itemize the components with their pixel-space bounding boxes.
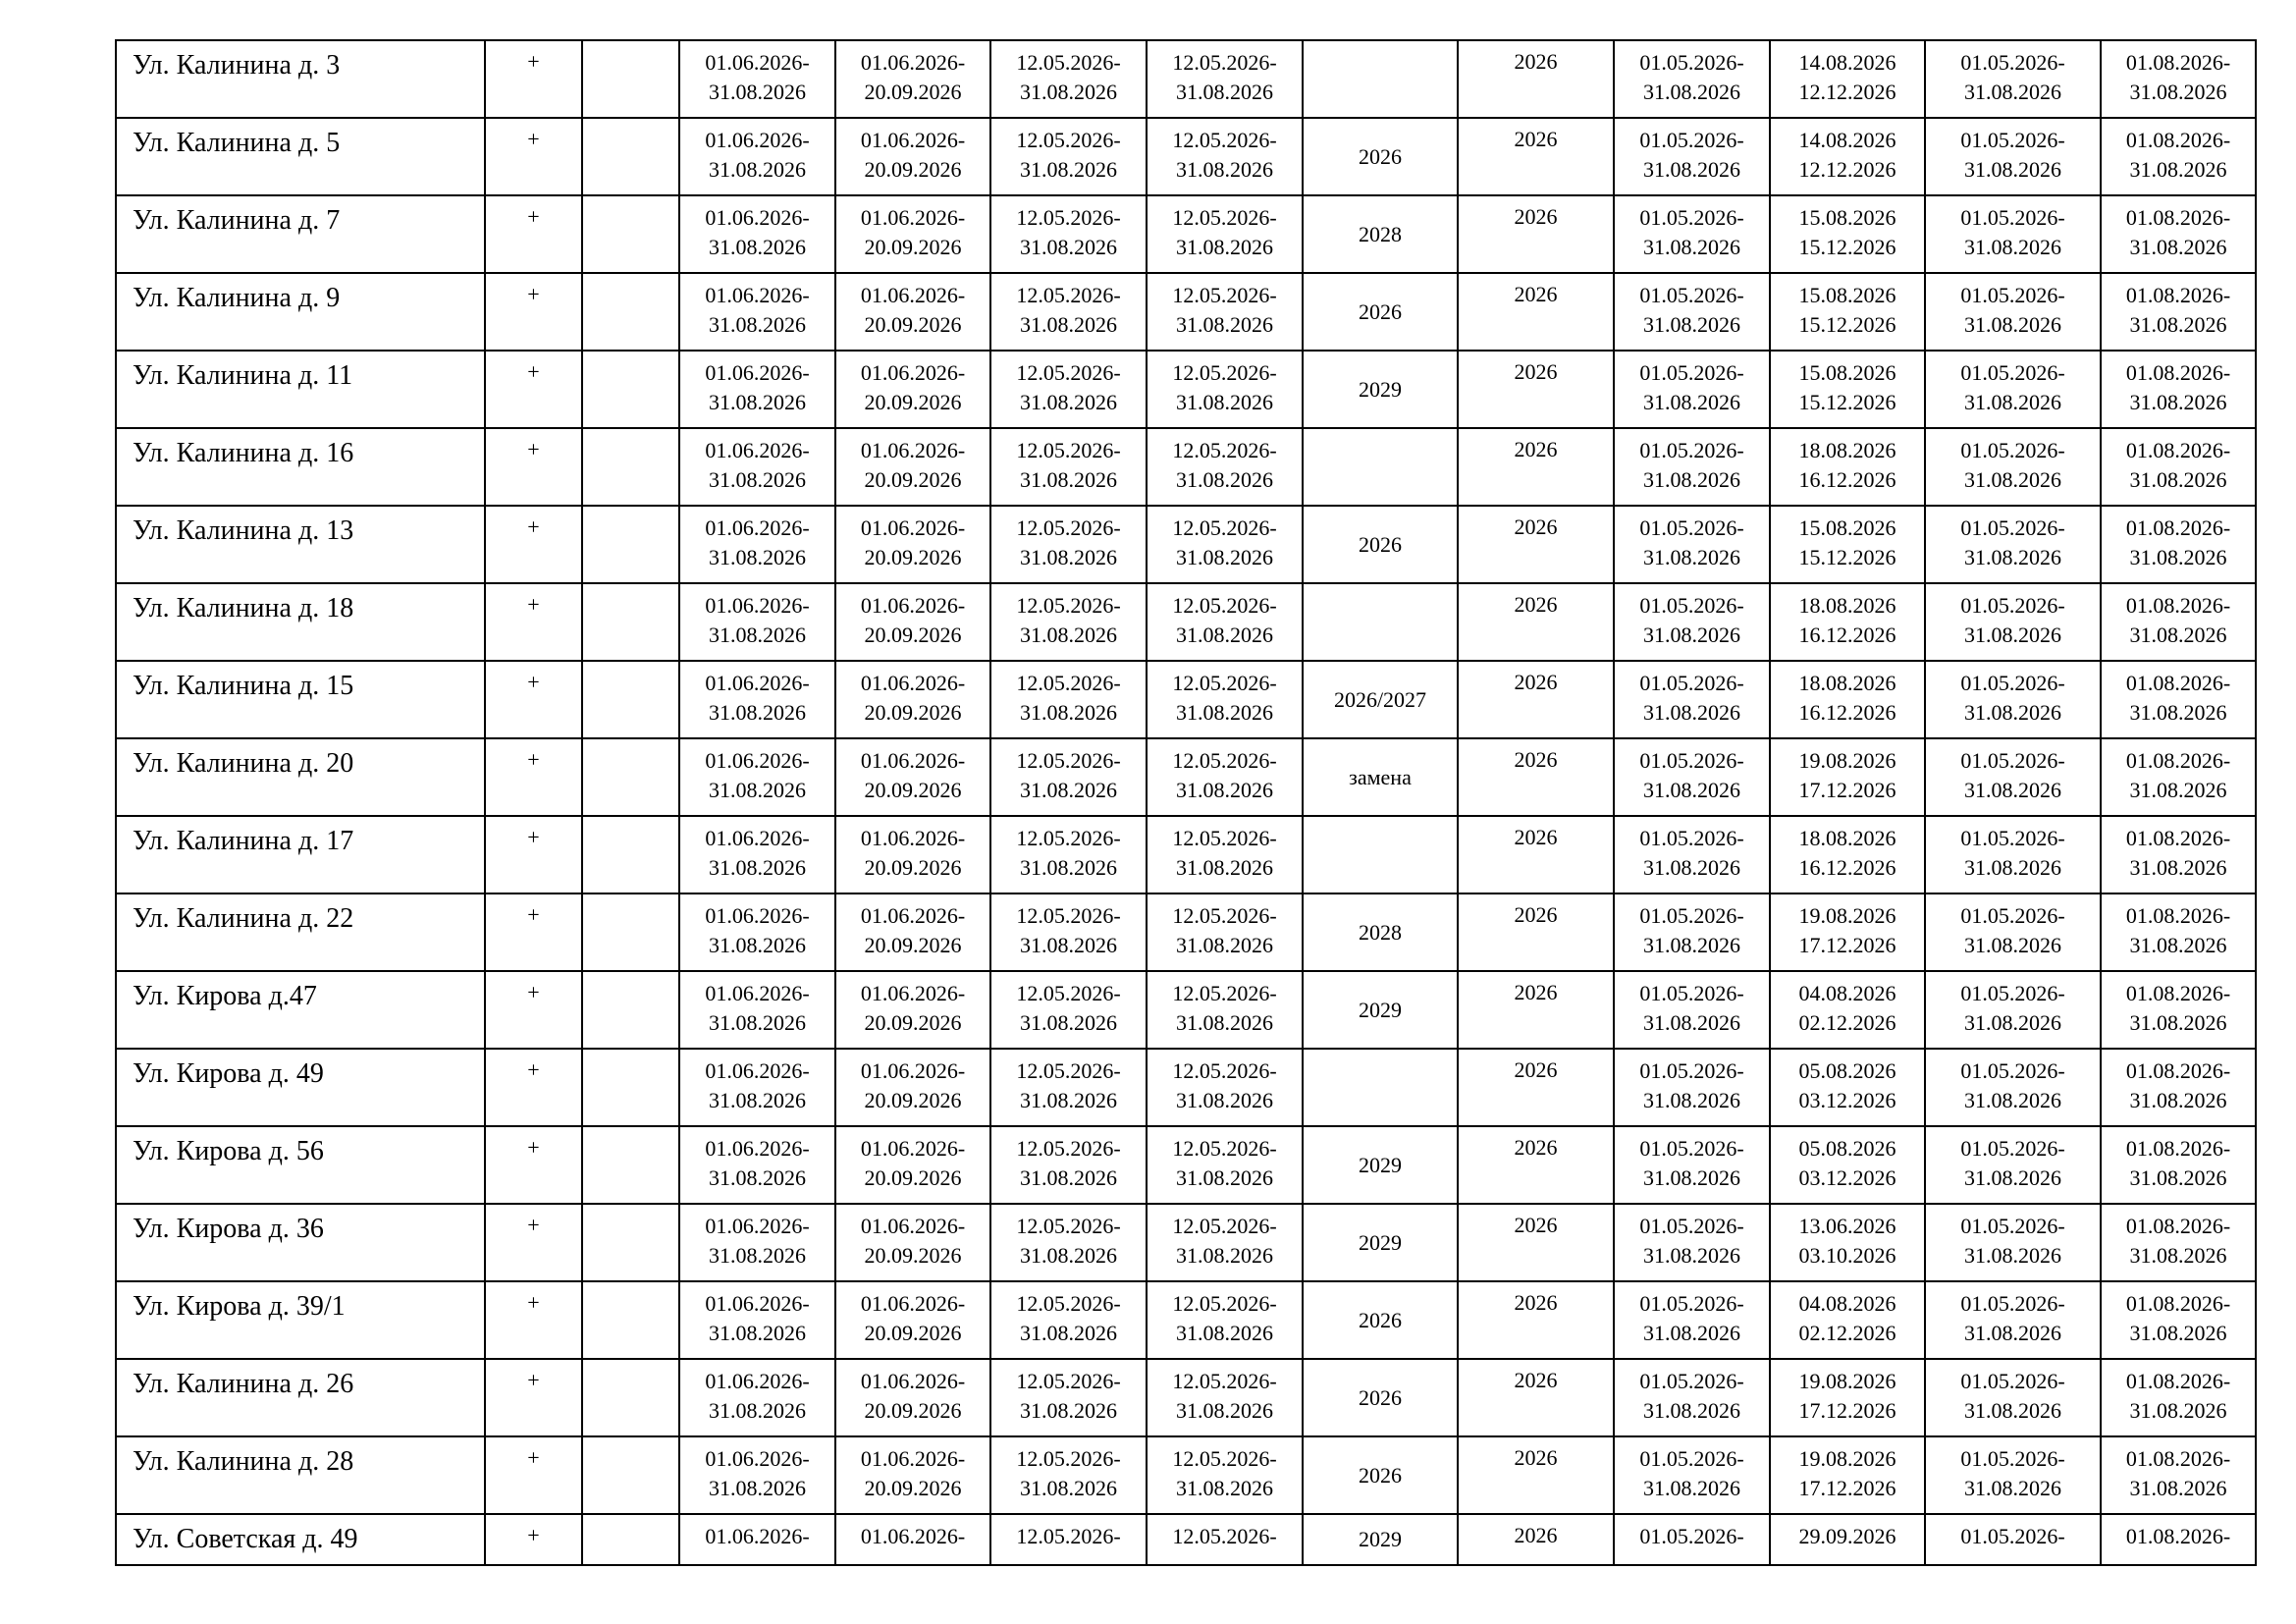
period-cell: 12.05.2026- 31.08.2026 bbox=[990, 971, 1147, 1049]
period-cell: 01.05.2026- 31.08.2026 bbox=[1614, 273, 1770, 351]
repair-year-cell: 2026 bbox=[1303, 506, 1458, 583]
address-cell: Ул. Калинина д. 18 bbox=[116, 583, 485, 661]
empty-cell bbox=[582, 118, 679, 195]
period-cell: 01.06.2026- 31.08.2026 bbox=[679, 1281, 835, 1359]
period-cell: 01.05.2026- bbox=[1925, 1514, 2101, 1565]
period-cell: 12.05.2026- 31.08.2026 bbox=[990, 351, 1147, 428]
period-cell: 01.05.2026- 31.08.2026 bbox=[1925, 1126, 2101, 1204]
period-cell: 01.08.2026- 31.08.2026 bbox=[2101, 1204, 2256, 1281]
period-cell: 01.06.2026- 31.08.2026 bbox=[679, 583, 835, 661]
period-cell: 01.08.2026- 31.08.2026 bbox=[2101, 1436, 2256, 1514]
year-cell: 2026 bbox=[1458, 1049, 1614, 1126]
year-cell: 2026 bbox=[1458, 738, 1614, 816]
mark-cell: + bbox=[485, 1359, 582, 1436]
period-cell: 01.06.2026- 20.09.2026 bbox=[835, 506, 990, 583]
table-row bbox=[116, 816, 2256, 893]
period-cell: 01.05.2026- 31.08.2026 bbox=[1925, 971, 2101, 1049]
period-cell: 01.05.2026- 31.08.2026 bbox=[1925, 506, 2101, 583]
period-cell: 01.08.2026- 31.08.2026 bbox=[2101, 893, 2256, 971]
table-row bbox=[116, 1049, 2256, 1126]
year-cell: 2026 bbox=[1458, 1514, 1614, 1565]
period-cell: 15.08.2026 15.12.2026 bbox=[1770, 273, 1925, 351]
mark-cell: + bbox=[485, 738, 582, 816]
period-cell: 01.06.2026- 20.09.2026 bbox=[835, 40, 990, 118]
repair-year-cell: 2029 bbox=[1303, 351, 1458, 428]
period-cell: 01.05.2026- 31.08.2026 bbox=[1614, 506, 1770, 583]
period-cell: 01.06.2026- bbox=[679, 1514, 835, 1565]
period-cell: 01.06.2026- 20.09.2026 bbox=[835, 351, 990, 428]
empty-cell bbox=[582, 195, 679, 273]
year-cell: 2026 bbox=[1458, 1204, 1614, 1281]
period-cell: 01.06.2026- 31.08.2026 bbox=[679, 738, 835, 816]
period-cell: 01.06.2026- 20.09.2026 bbox=[835, 816, 990, 893]
repair-year-cell: 2029 bbox=[1303, 1126, 1458, 1204]
table-row bbox=[116, 1204, 2256, 1281]
mark-cell: + bbox=[485, 273, 582, 351]
year-cell: 2026 bbox=[1458, 40, 1614, 118]
period-cell: 01.05.2026- 31.08.2026 bbox=[1614, 428, 1770, 506]
period-cell: 01.06.2026- 20.09.2026 bbox=[835, 1204, 990, 1281]
period-cell: 01.05.2026- 31.08.2026 bbox=[1925, 1049, 2101, 1126]
period-cell: 01.05.2026- 31.08.2026 bbox=[1614, 40, 1770, 118]
mark-cell: + bbox=[485, 118, 582, 195]
table-row bbox=[116, 1281, 2256, 1359]
repair-year-cell bbox=[1303, 816, 1458, 893]
table-row bbox=[116, 1126, 2256, 1204]
period-cell: 12.05.2026- 31.08.2026 bbox=[1147, 506, 1303, 583]
period-cell: 12.05.2026- 31.08.2026 bbox=[1147, 738, 1303, 816]
period-cell: 01.08.2026- 31.08.2026 bbox=[2101, 118, 2256, 195]
period-cell: 12.05.2026- 31.08.2026 bbox=[990, 1049, 1147, 1126]
period-cell: 12.05.2026- 31.08.2026 bbox=[1147, 40, 1303, 118]
empty-cell bbox=[582, 738, 679, 816]
address-cell: Ул. Кирова д. 36 bbox=[116, 1204, 485, 1281]
year-cell: 2026 bbox=[1458, 506, 1614, 583]
period-cell: 01.06.2026- 31.08.2026 bbox=[679, 40, 835, 118]
mark-cell: + bbox=[485, 1126, 582, 1204]
period-cell: 01.05.2026- 31.08.2026 bbox=[1614, 1204, 1770, 1281]
empty-cell bbox=[582, 1126, 679, 1204]
address-cell: Ул. Калинина д. 20 bbox=[116, 738, 485, 816]
address-cell: Ул. Калинина д. 28 bbox=[116, 1436, 485, 1514]
period-cell: 01.05.2026- 31.08.2026 bbox=[1614, 971, 1770, 1049]
period-cell: 14.08.2026 12.12.2026 bbox=[1770, 118, 1925, 195]
period-cell: 01.05.2026- 31.08.2026 bbox=[1614, 661, 1770, 738]
repair-year-cell: 2029 bbox=[1303, 971, 1458, 1049]
period-cell: 19.08.2026 17.12.2026 bbox=[1770, 1436, 1925, 1514]
period-cell: 19.08.2026 17.12.2026 bbox=[1770, 893, 1925, 971]
year-cell: 2026 bbox=[1458, 583, 1614, 661]
period-cell: 01.08.2026- 31.08.2026 bbox=[2101, 1126, 2256, 1204]
period-cell: 12.05.2026- 31.08.2026 bbox=[990, 195, 1147, 273]
period-cell: 12.05.2026- 31.08.2026 bbox=[990, 1281, 1147, 1359]
period-cell: 01.06.2026- 31.08.2026 bbox=[679, 661, 835, 738]
address-cell: Ул. Калинина д. 17 bbox=[116, 816, 485, 893]
period-cell: 01.05.2026- 31.08.2026 bbox=[1925, 1281, 2101, 1359]
mark-cell: + bbox=[485, 583, 582, 661]
period-cell: 05.08.2026 03.12.2026 bbox=[1770, 1126, 1925, 1204]
period-cell: 01.05.2026- 31.08.2026 bbox=[1925, 40, 2101, 118]
period-cell: 15.08.2026 15.12.2026 bbox=[1770, 351, 1925, 428]
repair-year-cell: 2026/2027 bbox=[1303, 661, 1458, 738]
empty-cell bbox=[582, 816, 679, 893]
period-cell: 12.05.2026- 31.08.2026 bbox=[1147, 273, 1303, 351]
period-cell: 01.05.2026- 31.08.2026 bbox=[1614, 583, 1770, 661]
table-row bbox=[116, 351, 2256, 428]
period-cell: 12.05.2026- 31.08.2026 bbox=[990, 40, 1147, 118]
repair-year-cell: 2026 bbox=[1303, 118, 1458, 195]
year-cell: 2026 bbox=[1458, 1126, 1614, 1204]
period-cell: 12.05.2026- 31.08.2026 bbox=[990, 1359, 1147, 1436]
period-cell: 12.05.2026- 31.08.2026 bbox=[1147, 351, 1303, 428]
address-cell: Ул. Кирова д. 39/1 bbox=[116, 1281, 485, 1359]
period-cell: 01.08.2026- bbox=[2101, 1514, 2256, 1565]
address-cell: Ул. Кирова д. 49 bbox=[116, 1049, 485, 1126]
period-cell: 01.05.2026- 31.08.2026 bbox=[1925, 428, 2101, 506]
period-cell: 01.06.2026- 31.08.2026 bbox=[679, 1359, 835, 1436]
period-cell: 04.08.2026 02.12.2026 bbox=[1770, 1281, 1925, 1359]
period-cell: 01.06.2026- 20.09.2026 bbox=[835, 195, 990, 273]
address-cell: Ул. Калинина д. 22 bbox=[116, 893, 485, 971]
period-cell: 01.06.2026- bbox=[835, 1514, 990, 1565]
year-cell: 2026 bbox=[1458, 971, 1614, 1049]
period-cell: 01.08.2026- 31.08.2026 bbox=[2101, 661, 2256, 738]
repair-year-cell bbox=[1303, 583, 1458, 661]
table-row bbox=[116, 428, 2256, 506]
period-cell: 12.05.2026- 31.08.2026 bbox=[1147, 1049, 1303, 1126]
period-cell: 29.09.2026 bbox=[1770, 1514, 1925, 1565]
empty-cell bbox=[582, 273, 679, 351]
period-cell: 01.08.2026- 31.08.2026 bbox=[2101, 1359, 2256, 1436]
table-row bbox=[116, 1359, 2256, 1436]
period-cell: 12.05.2026- 31.08.2026 bbox=[1147, 1359, 1303, 1436]
period-cell: 01.05.2026- 31.08.2026 bbox=[1925, 1436, 2101, 1514]
period-cell: 01.05.2026- 31.08.2026 bbox=[1614, 738, 1770, 816]
period-cell: 01.06.2026- 20.09.2026 bbox=[835, 1126, 990, 1204]
year-cell: 2026 bbox=[1458, 118, 1614, 195]
period-cell: 18.08.2026 16.12.2026 bbox=[1770, 816, 1925, 893]
repair-year-cell: 2029 bbox=[1303, 1514, 1458, 1565]
empty-cell bbox=[582, 40, 679, 118]
address-cell: Ул. Калинина д. 7 bbox=[116, 195, 485, 273]
period-cell: 01.05.2026- 31.08.2026 bbox=[1614, 195, 1770, 273]
mark-cell: + bbox=[485, 428, 582, 506]
address-cell: Ул. Калинина д. 3 bbox=[116, 40, 485, 118]
period-cell: 01.08.2026- 31.08.2026 bbox=[2101, 816, 2256, 893]
empty-cell bbox=[582, 1281, 679, 1359]
period-cell: 01.05.2026- 31.08.2026 bbox=[1614, 118, 1770, 195]
address-cell: Ул. Калинина д. 16 bbox=[116, 428, 485, 506]
mark-cell: + bbox=[485, 506, 582, 583]
mark-cell: + bbox=[485, 661, 582, 738]
table-row bbox=[116, 971, 2256, 1049]
period-cell: 12.05.2026- 31.08.2026 bbox=[990, 273, 1147, 351]
mark-cell: + bbox=[485, 816, 582, 893]
address-cell: Ул. Калинина д. 9 bbox=[116, 273, 485, 351]
empty-cell bbox=[582, 428, 679, 506]
mark-cell: + bbox=[485, 1281, 582, 1359]
period-cell: 12.05.2026- 31.08.2026 bbox=[990, 738, 1147, 816]
period-cell: 01.06.2026- 20.09.2026 bbox=[835, 893, 990, 971]
period-cell: 01.06.2026- 20.09.2026 bbox=[835, 273, 990, 351]
period-cell: 01.05.2026- 31.08.2026 bbox=[1925, 661, 2101, 738]
repair-year-cell: 2026 bbox=[1303, 273, 1458, 351]
period-cell: 12.05.2026- 31.08.2026 bbox=[990, 1436, 1147, 1514]
repair-year-cell bbox=[1303, 40, 1458, 118]
period-cell: 01.05.2026- 31.08.2026 bbox=[1614, 893, 1770, 971]
period-cell: 12.05.2026- 31.08.2026 bbox=[1147, 893, 1303, 971]
period-cell: 01.08.2026- 31.08.2026 bbox=[2101, 1049, 2256, 1126]
period-cell: 12.05.2026- 31.08.2026 bbox=[1147, 971, 1303, 1049]
table-row bbox=[116, 195, 2256, 273]
period-cell: 18.08.2026 16.12.2026 bbox=[1770, 661, 1925, 738]
address-cell: Ул. Советская д. 49 bbox=[116, 1514, 485, 1565]
period-cell: 01.06.2026- 31.08.2026 bbox=[679, 273, 835, 351]
period-cell: 01.05.2026- 31.08.2026 bbox=[1614, 1281, 1770, 1359]
period-cell: 15.08.2026 15.12.2026 bbox=[1770, 195, 1925, 273]
period-cell: 01.05.2026- 31.08.2026 bbox=[1925, 738, 2101, 816]
mark-cell: + bbox=[485, 351, 582, 428]
period-cell: 01.08.2026- 31.08.2026 bbox=[2101, 506, 2256, 583]
period-cell: 01.05.2026- 31.08.2026 bbox=[1925, 351, 2101, 428]
mark-cell: + bbox=[485, 971, 582, 1049]
year-cell: 2026 bbox=[1458, 273, 1614, 351]
period-cell: 12.05.2026- 31.08.2026 bbox=[1147, 661, 1303, 738]
period-cell: 12.05.2026- 31.08.2026 bbox=[990, 661, 1147, 738]
empty-cell bbox=[582, 1204, 679, 1281]
period-cell: 01.06.2026- 20.09.2026 bbox=[835, 118, 990, 195]
year-cell: 2026 bbox=[1458, 816, 1614, 893]
period-cell: 01.05.2026- 31.08.2026 bbox=[1614, 816, 1770, 893]
mark-cell: + bbox=[485, 1049, 582, 1126]
table-body bbox=[116, 40, 2256, 1565]
repair-year-cell: 2028 bbox=[1303, 893, 1458, 971]
table-row bbox=[116, 738, 2256, 816]
period-cell: 12.05.2026- 31.08.2026 bbox=[1147, 1126, 1303, 1204]
period-cell: 01.05.2026- 31.08.2026 bbox=[1614, 1359, 1770, 1436]
period-cell: 01.08.2026- 31.08.2026 bbox=[2101, 738, 2256, 816]
period-cell: 18.08.2026 16.12.2026 bbox=[1770, 428, 1925, 506]
period-cell: 01.08.2026- 31.08.2026 bbox=[2101, 351, 2256, 428]
address-cell: Ул. Калинина д. 13 bbox=[116, 506, 485, 583]
schedule-table bbox=[115, 39, 2257, 1566]
address-cell: Ул. Кирова д.47 bbox=[116, 971, 485, 1049]
period-cell: 01.05.2026- 31.08.2026 bbox=[1925, 1359, 2101, 1436]
period-cell: 12.05.2026- 31.08.2026 bbox=[990, 118, 1147, 195]
mark-cell: + bbox=[485, 1436, 582, 1514]
period-cell: 01.05.2026- 31.08.2026 bbox=[1925, 273, 2101, 351]
table-row bbox=[116, 1514, 2256, 1565]
empty-cell bbox=[582, 506, 679, 583]
year-cell: 2026 bbox=[1458, 351, 1614, 428]
mark-cell: + bbox=[485, 1514, 582, 1565]
address-cell: Ул. Калинина д. 26 bbox=[116, 1359, 485, 1436]
mark-cell: + bbox=[485, 195, 582, 273]
repair-year-cell: замена bbox=[1303, 738, 1458, 816]
period-cell: 14.08.2026 12.12.2026 bbox=[1770, 40, 1925, 118]
empty-cell bbox=[582, 1359, 679, 1436]
period-cell: 01.08.2026- 31.08.2026 bbox=[2101, 428, 2256, 506]
mark-cell: + bbox=[485, 893, 582, 971]
table-row bbox=[116, 583, 2256, 661]
period-cell: 01.06.2026- 31.08.2026 bbox=[679, 816, 835, 893]
table-row bbox=[116, 506, 2256, 583]
period-cell: 01.05.2026- 31.08.2026 bbox=[1614, 1436, 1770, 1514]
period-cell: 12.05.2026- 31.08.2026 bbox=[1147, 118, 1303, 195]
period-cell: 12.05.2026- 31.08.2026 bbox=[990, 583, 1147, 661]
period-cell: 01.05.2026- bbox=[1614, 1514, 1770, 1565]
period-cell: 01.08.2026- 31.08.2026 bbox=[2101, 971, 2256, 1049]
period-cell: 01.06.2026- 20.09.2026 bbox=[835, 1281, 990, 1359]
period-cell: 12.05.2026- 31.08.2026 bbox=[990, 1204, 1147, 1281]
table-row bbox=[116, 661, 2256, 738]
period-cell: 15.08.2026 15.12.2026 bbox=[1770, 506, 1925, 583]
period-cell: 01.05.2026- 31.08.2026 bbox=[1925, 1204, 2101, 1281]
period-cell: 12.05.2026- bbox=[1147, 1514, 1303, 1565]
period-cell: 01.05.2026- 31.08.2026 bbox=[1925, 195, 2101, 273]
period-cell: 12.05.2026- 31.08.2026 bbox=[1147, 1436, 1303, 1514]
period-cell: 01.08.2026- 31.08.2026 bbox=[2101, 583, 2256, 661]
repair-year-cell: 2026 bbox=[1303, 1281, 1458, 1359]
repair-year-cell: 2026 bbox=[1303, 1359, 1458, 1436]
table-row bbox=[116, 1436, 2256, 1514]
period-cell: 04.08.2026 02.12.2026 bbox=[1770, 971, 1925, 1049]
address-cell: Ул. Калинина д. 5 bbox=[116, 118, 485, 195]
period-cell: 01.06.2026- 31.08.2026 bbox=[679, 1049, 835, 1126]
year-cell: 2026 bbox=[1458, 195, 1614, 273]
empty-cell bbox=[582, 1049, 679, 1126]
period-cell: 12.05.2026- 31.08.2026 bbox=[990, 816, 1147, 893]
period-cell: 01.05.2026- 31.08.2026 bbox=[1614, 351, 1770, 428]
period-cell: 01.06.2026- 31.08.2026 bbox=[679, 506, 835, 583]
period-cell: 01.06.2026- 20.09.2026 bbox=[835, 661, 990, 738]
period-cell: 01.06.2026- 31.08.2026 bbox=[679, 1436, 835, 1514]
period-cell: 01.06.2026- 31.08.2026 bbox=[679, 351, 835, 428]
period-cell: 12.05.2026- 31.08.2026 bbox=[990, 428, 1147, 506]
period-cell: 12.05.2026- bbox=[990, 1514, 1147, 1565]
period-cell: 19.08.2026 17.12.2026 bbox=[1770, 738, 1925, 816]
period-cell: 05.08.2026 03.12.2026 bbox=[1770, 1049, 1925, 1126]
year-cell: 2026 bbox=[1458, 1436, 1614, 1514]
period-cell: 01.06.2026- 20.09.2026 bbox=[835, 971, 990, 1049]
year-cell: 2026 bbox=[1458, 1281, 1614, 1359]
address-cell: Ул. Калинина д. 11 bbox=[116, 351, 485, 428]
period-cell: 01.06.2026- 31.08.2026 bbox=[679, 118, 835, 195]
period-cell: 12.05.2026- 31.08.2026 bbox=[1147, 1281, 1303, 1359]
period-cell: 01.06.2026- 20.09.2026 bbox=[835, 583, 990, 661]
period-cell: 12.05.2026- 31.08.2026 bbox=[1147, 1204, 1303, 1281]
table-row bbox=[116, 273, 2256, 351]
period-cell: 01.08.2026- 31.08.2026 bbox=[2101, 273, 2256, 351]
period-cell: 01.06.2026- 31.08.2026 bbox=[679, 428, 835, 506]
repair-year-cell: 2026 bbox=[1303, 1436, 1458, 1514]
address-cell: Ул. Кирова д. 56 bbox=[116, 1126, 485, 1204]
period-cell: 01.06.2026- 20.09.2026 bbox=[835, 1436, 990, 1514]
year-cell: 2026 bbox=[1458, 893, 1614, 971]
empty-cell bbox=[582, 583, 679, 661]
period-cell: 12.05.2026- 31.08.2026 bbox=[1147, 583, 1303, 661]
period-cell: 01.06.2026- 31.08.2026 bbox=[679, 971, 835, 1049]
period-cell: 18.08.2026 16.12.2026 bbox=[1770, 583, 1925, 661]
table-row bbox=[116, 118, 2256, 195]
period-cell: 01.06.2026- 20.09.2026 bbox=[835, 1049, 990, 1126]
period-cell: 12.05.2026- 31.08.2026 bbox=[990, 1126, 1147, 1204]
table-row bbox=[116, 893, 2256, 971]
empty-cell bbox=[582, 971, 679, 1049]
period-cell: 01.05.2026- 31.08.2026 bbox=[1925, 118, 2101, 195]
period-cell: 01.05.2026- 31.08.2026 bbox=[1925, 583, 2101, 661]
empty-cell bbox=[582, 893, 679, 971]
period-cell: 01.06.2026- 31.08.2026 bbox=[679, 1204, 835, 1281]
table-row bbox=[116, 40, 2256, 118]
period-cell: 01.06.2026- 31.08.2026 bbox=[679, 1126, 835, 1204]
repair-year-cell bbox=[1303, 1049, 1458, 1126]
address-cell: Ул. Калинина д. 15 bbox=[116, 661, 485, 738]
period-cell: 01.06.2026- 20.09.2026 bbox=[835, 428, 990, 506]
mark-cell: + bbox=[485, 1204, 582, 1281]
period-cell: 01.05.2026- 31.08.2026 bbox=[1614, 1049, 1770, 1126]
period-cell: 01.06.2026- 20.09.2026 bbox=[835, 1359, 990, 1436]
empty-cell bbox=[582, 661, 679, 738]
period-cell: 12.05.2026- 31.08.2026 bbox=[990, 506, 1147, 583]
empty-cell bbox=[582, 1514, 679, 1565]
empty-cell bbox=[582, 351, 679, 428]
repair-year-cell: 2029 bbox=[1303, 1204, 1458, 1281]
period-cell: 12.05.2026- 31.08.2026 bbox=[990, 893, 1147, 971]
period-cell: 01.05.2026- 31.08.2026 bbox=[1925, 816, 2101, 893]
period-cell: 13.06.2026 03.10.2026 bbox=[1770, 1204, 1925, 1281]
mark-cell: + bbox=[485, 40, 582, 118]
period-cell: 01.05.2026- 31.08.2026 bbox=[1614, 1126, 1770, 1204]
period-cell: 12.05.2026- 31.08.2026 bbox=[1147, 428, 1303, 506]
period-cell: 01.05.2026- 31.08.2026 bbox=[1925, 893, 2101, 971]
period-cell: 01.06.2026- 31.08.2026 bbox=[679, 195, 835, 273]
year-cell: 2026 bbox=[1458, 1359, 1614, 1436]
period-cell: 01.08.2026- 31.08.2026 bbox=[2101, 1281, 2256, 1359]
period-cell: 01.06.2026- 31.08.2026 bbox=[679, 893, 835, 971]
period-cell: 01.08.2026- 31.08.2026 bbox=[2101, 195, 2256, 273]
period-cell: 12.05.2026- 31.08.2026 bbox=[1147, 195, 1303, 273]
period-cell: 01.08.2026- 31.08.2026 bbox=[2101, 40, 2256, 118]
repair-year-cell bbox=[1303, 428, 1458, 506]
period-cell: 12.05.2026- 31.08.2026 bbox=[1147, 816, 1303, 893]
year-cell: 2026 bbox=[1458, 428, 1614, 506]
year-cell: 2026 bbox=[1458, 661, 1614, 738]
repair-year-cell: 2028 bbox=[1303, 195, 1458, 273]
empty-cell bbox=[582, 1436, 679, 1514]
period-cell: 01.06.2026- 20.09.2026 bbox=[835, 738, 990, 816]
period-cell: 19.08.2026 17.12.2026 bbox=[1770, 1359, 1925, 1436]
